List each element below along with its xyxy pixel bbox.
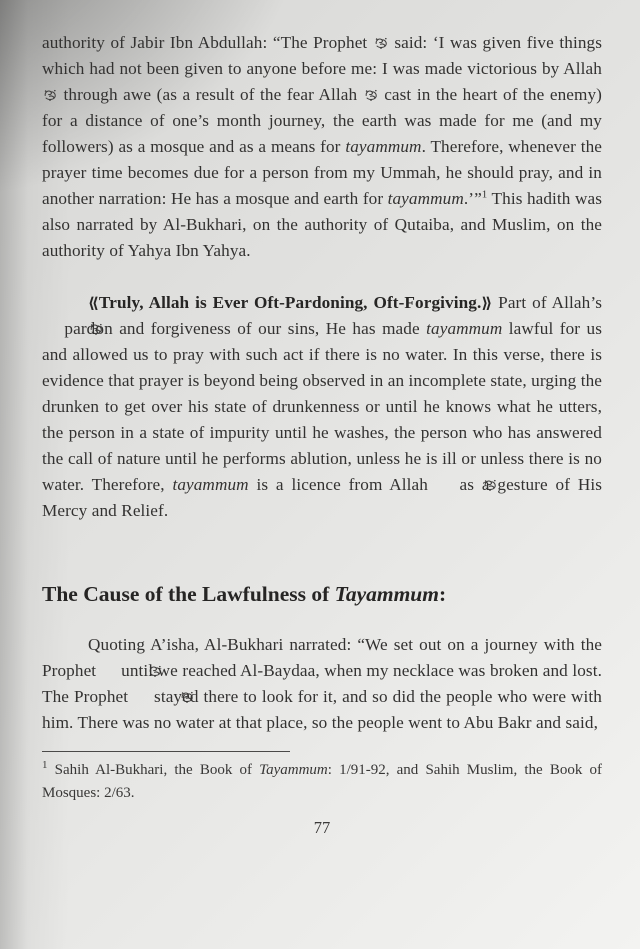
text-segment: Truly, Allah is Ever Oft-Pardoning, Oft-Forgiving. — [98, 293, 482, 312]
page-content — [42, 30, 602, 804]
text-segment: stayed there to look for it, and so did the people who were with him. There was no water at that place, so the people went to Abu Bakr and said, — [42, 687, 602, 732]
prophet-honorific-icon — [373, 32, 389, 46]
paragraph-aisha-narration — [42, 632, 602, 736]
text-segment: cast in the heart of the enemy) for a distance of one’s month journey, the earth was made for me (and my followers) as a mosque and as a means for — [42, 85, 602, 156]
text-segment: tayammum — [426, 319, 503, 338]
text-segment: Tayammum — [334, 582, 439, 606]
text-segment: tayammum — [172, 475, 249, 494]
text-segment: lawful for us and allowed us to pray with such act if there is no water. In this verse, there is evidence that prayer is beyond being observed in an incomplete state, urging the drunken to get over his state of drunkenness or until he knows what he utters, the person in a state of impurity until he washes, the person who has answered the call of nature until he performs ablution, unless he is ill or unless there is no water. Therefore, — [42, 319, 603, 494]
text-segment: 1 — [42, 759, 48, 771]
paragraph-hadith-jabir — [42, 30, 602, 264]
allah-honorific-icon — [42, 84, 58, 98]
text-segment: through awe (as a result of the fear Allah — [58, 85, 363, 104]
text-segment: Sahih Al-Bukhari, the Book of — [47, 762, 260, 778]
text-segment: ⟪ — [88, 294, 99, 312]
allah-honorific-icon — [436, 474, 452, 488]
text-segment: said: ‘I was given five things which had not been given to anyone before me: I was made victorious by Allah — [42, 33, 602, 78]
section-heading — [42, 580, 602, 608]
footnote-1 — [42, 759, 602, 804]
prophet-honorific-icon — [133, 686, 149, 700]
paragraph-verse-commentary — [42, 290, 602, 524]
page-number: 77 — [313, 818, 331, 837]
text-segment: Quoting A’isha, Al-Bukhari narrated: “We set out on a journey with the Prophet — [42, 635, 602, 680]
text-segment: tayammum — [345, 137, 422, 156]
text-segment: : 1/91-92, and Sahih Muslim, the Book of Mosques: 2/63. — [42, 762, 602, 801]
text-segment: is a licence from Allah — [248, 475, 436, 494]
text-segment: pardon and forgiveness of our sins, He has made — [58, 319, 427, 338]
text-segment: : — [439, 582, 447, 606]
text-segment: Tayammum — [259, 762, 328, 778]
text-segment: ⟫ — [481, 294, 493, 312]
text-segment: Part of Allah’s — [492, 293, 602, 312]
footnote-rule — [42, 751, 290, 752]
text-segment: . Therefore, whenever the prayer time becomes due for a person from my Ummah, he should pray, and in another narration: He has a mosque and earth for — [42, 137, 603, 208]
text-segment: .’” — [463, 189, 482, 208]
text-segment: This hadith was also narrated by Al-Bukhari, on the authority of Qutaiba, and Muslim, on the authority of Yahya Ibn Yahya. — [42, 189, 602, 260]
prophet-honorific-icon — [101, 660, 117, 674]
text-segment: authority of Jabir Ibn Abdullah: “The Prophet — [42, 33, 373, 52]
text-segment: The Cause of the Lawfulness of — [42, 582, 335, 606]
allah-honorific-icon — [42, 318, 58, 332]
text-segment: as a gesture of His Mercy and Relief. — [42, 475, 602, 520]
text-segment: 1 — [481, 188, 488, 201]
text-segment: until we reached Al-Baydaa, when my necklace was broken and lost. The Prophet — [42, 661, 602, 706]
text-segment: tayammum — [387, 189, 464, 208]
allah-honorific-icon — [363, 84, 379, 98]
